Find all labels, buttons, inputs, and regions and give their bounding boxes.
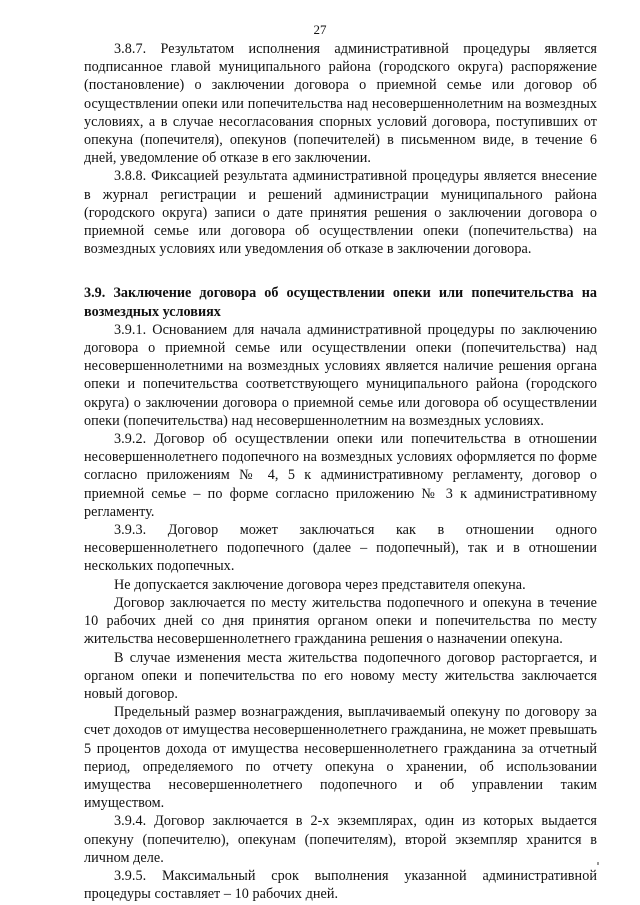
paragraph-3-9-2: 3.9.2. Договор об осуществлении опеки или попечительства в отношении несовершеннолетнего подопечного на возмездных условиях оформляется по форме согласно приложениям № 4, 5 к административному регламенту, договор о приемной семье – по форме согласно приложению № 3 к административному регламенту. [84,431,597,520]
document-body [84,40,597,903]
paragraph-3-9-4: 3.9.4. Договор заключается в 2-х экземплярах, один из которых выдается опекуну (попечителю), опекунам (попечителям), второй экземпляр хранится в личном деле. [84,813,597,866]
paragraph-3-9-1: 3.9.1. Основанием для начала административной процедуры по заключению договора о приемной семье или осуществлении опеки (попечительства) над несовершеннолетними на возмездных условиях является наличие решения органа опеки и попечительства соответствующего муниципального района (городского округа) о заключении договора о приемной семье или договора об осуществлении опеки (попечительства) над несовершеннолетним на возмездных условиях. [84,321,597,429]
paragraph-3-9-3: 3.9.3. Договор может заключаться как в отношении одного несовершеннолетнего подопечного (далее – подопечный), так и в отношении нескольких подопечных. [84,522,597,575]
scan-mark [597,862,599,865]
paragraph-3-9-5: 3.9.5. Максимальный срок выполнения указанной административной процедуры составляет – 10 рабочих дней. [84,867,597,903]
paragraph-residence-change: В случае изменения места жительства подопечного договор расторгается, и органом опеки и попечительства по его новому месту жительства заключается новый договор. [84,649,597,702]
paragraph-3-8-7: 3.8.7. Результатом исполнения административной процедуры является подписанное главой муниципального района (городского округа) распоряжение (постановление) о заключении договора о приемной семье или договор об осуществлении опеки или попечительства над несовершеннолетним на возмездных условиях, а в случае несогласования спорных условий договора, поступивших от опекуна (попечителя), опекунов (попечителей) в письменном виде, в течение 6 дней, уведомление об отказе в его заключении. [84,41,597,167]
paragraph-remuneration-limit: Предельный размер вознаграждения, выплачиваемый опекуну по договору за счет доходов от имущества несовершеннолетнего гражданина, не может превышать 5 процентов дохода от имущества несовершеннолетнего гражданина за отчетный период, определяемого по отчету опекуна о хранении, об использовании имущества несовершеннолетнего подопечного и об управлении таким имуществом. [84,704,597,812]
paragraph-3-8-8: 3.8.8. Фиксацией результата административной процедуры является внесение в журнал регистрации и решений администрации муниципального района (городского округа) записи о дате принятия решения о заключении договора о приемной семье или договора об осуществлении опеки (попечительства) на возмездных условиях или уведомления об отказе в заключении договора. [84,168,597,258]
paragraph-contract-place: Договор заключается по месту жительства подопечного и опекуна в течение 10 рабочих дней со дня принятия органом опеки и попечительства по месту жительства несовершеннолетнего гражданина решения о назначении опекуна. [84,594,597,648]
page-number: 27 [313,22,327,37]
section-heading-3-9: 3.9. Заключение договора об осуществлении опеки или попечительства на возмездных условиях [84,285,597,320]
paragraph-representative-prohibition: Не допускается заключение договора через представителя опекуна. [114,576,526,593]
